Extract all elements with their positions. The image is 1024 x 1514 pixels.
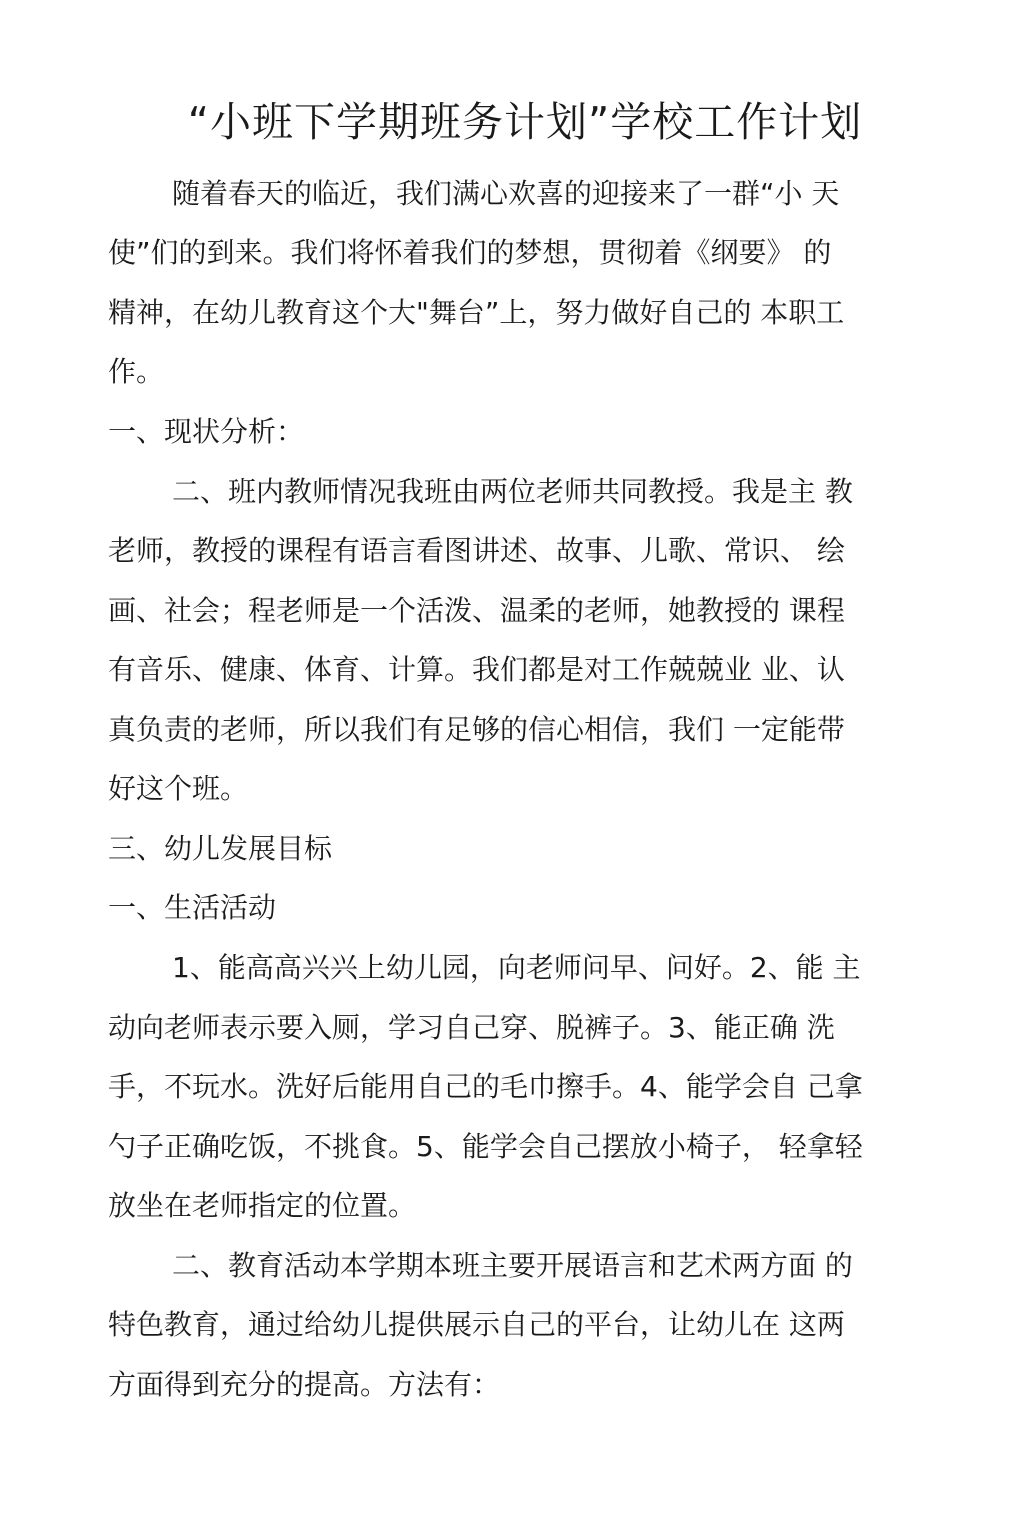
paragraph-line: 有音乐、健康、体育、计算。我们都是对工作兢兢业 业、认	[108, 653, 845, 686]
paragraph-line: 方面得到充分的提高。方法有：	[108, 1368, 501, 1401]
paragraph-line: 使”们的到来。我们将怀着我们的梦想，贯彻着《纲要》 的	[108, 236, 832, 269]
paragraph-line: 精神，在幼儿教育这个大"舞台”上，努力做好自己的 本职工	[108, 296, 845, 329]
paragraph-line: 作。	[108, 355, 165, 388]
paragraph-line: 二、班内教师情况我班由两位老师共同教授。我是主 教	[172, 475, 853, 508]
paragraph-line: 放坐在老师指定的位置。	[108, 1189, 417, 1222]
document-title: “小班下学期班务计划”学校工作计划	[187, 98, 863, 146]
section-heading: 一、生活活动	[108, 891, 277, 924]
paragraph-line: 随着春天的临近，我们满心欢喜的迎接来了一群“小 天	[172, 177, 840, 210]
paragraph-line: 真负责的老师，所以我们有足够的信心相信，我们 一定能带	[108, 713, 845, 746]
paragraph-line: 好这个班。	[108, 772, 249, 805]
paragraph-line: 动向老师表示要入厕，学习自己穿、脱裤子。3、能正确 洗	[108, 1011, 835, 1044]
paragraph-line: 老师，教授的课程有语言看图讲述、故事、儿歌、常识、 绘	[108, 534, 845, 567]
paragraph-line: 1、能高高兴兴上幼儿园，向老师问早、问好。2、能 主	[172, 951, 861, 984]
section-heading: 一、现状分析：	[108, 415, 305, 448]
paragraph-line: 勺子正确吃饭，不挑食。5、能学会自己摆放小椅子， 轻拿轻	[108, 1130, 863, 1163]
paragraph-line: 手，不玩水。洗好后能用自己的毛巾擦手。4、能学会自 己拿	[108, 1070, 863, 1103]
paragraph-line: 画、社会；程老师是一个活泼、温柔的老师，她教授的 课程	[108, 594, 845, 627]
section-heading: 三、幼儿发展目标	[108, 832, 333, 865]
paragraph-line: 二、教育活动本学期本班主要开展语言和艺术两方面 的	[172, 1249, 853, 1282]
paragraph-line: 特色教育，通过给幼儿提供展示自己的平台，让幼儿在 这两	[108, 1308, 845, 1341]
